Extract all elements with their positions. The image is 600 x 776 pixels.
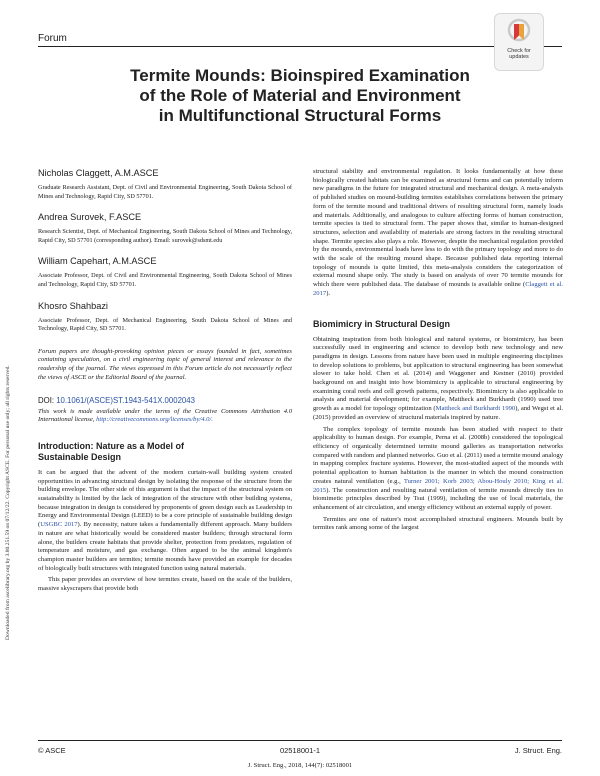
text-span: ). By necessity, nature takes a fundamentally different approach. Many builders in nature are what historically would be considered master builders; through structural form alone, the builders create habitats that provide shelter, protection from predators, regulation of temperature and moisture, and gas exchange. Often argued to be the animal kingdom's champion master builders are termites; termite mounds have provided an example for decades of biologically built structures with integrated function using natural materials.	[38, 521, 292, 572]
author-block	[38, 256, 292, 289]
license-text: This work is made available under the terms of the Creative Commons Attribution 4.0 International license,	[38, 407, 292, 424]
footer-copyright: © ASCE	[38, 746, 66, 755]
biomimicry-paragraph-1	[313, 336, 563, 423]
bookmark-icon	[507, 18, 531, 46]
citation-link[interactable]: Mattheck and Burkhardt 1990	[435, 405, 516, 413]
intro-paragraph-1	[38, 469, 292, 573]
doi-link[interactable]: 10.1061/(ASCE)ST.1943-541X.0002043	[56, 395, 195, 405]
text-span: It can be argued that the advent of the modern curtain-wall building system created opportunities in advancing structural design by isolating the response of the structure from the building envelope. The other side of this argument is that the impact of the structural system on sustainability is limited by the lack of integration of the structure with other building systems, because integration in design is considered by proponents of green design such as Leadership in Energy and Environmental Design (LEED) to be a core principle of sustainable building design (	[38, 468, 292, 529]
author-name: Khosro Shahbazi	[38, 300, 108, 311]
check-for-updates-badge[interactable]	[494, 13, 544, 71]
biomimicry-heading: Biomimicry in Structural Design	[313, 318, 451, 329]
doi-line	[38, 396, 292, 405]
citation-link[interactable]: USGBC 2017	[40, 521, 78, 529]
text-span: ), and Wegst et al. (2015) provided an overview of structural materials inspired by nature.	[313, 405, 563, 421]
right-column	[313, 168, 563, 533]
title-line-3: in Multifunctional Structural Forms	[158, 106, 442, 125]
intro-heading-line-2: Sustainable Design	[38, 451, 122, 462]
left-column	[38, 168, 292, 594]
text-span: ). The construction and resulting natural ventilation of termite mounds directly ties to biomimetic principles described by Tsui (1999), including the use of local materials, the enhancement of air circulation, and energy efficiency without an external supply of power.	[313, 486, 563, 511]
text-span: structural stability and environmental regulation. It looks fundamentally at how these biologically created habitats can be examined as structural forms and can potentially inform new paradigms in the future for integrated structural and mechanical design. A meta-analysis of published studies on mound-building termites establishes correlations between the primary form of the termite mound and traditional drivers of resulting structural form, namely loads and materials. Additionally, and analogous to culture affecting forms of human construction, termite species is tied to structural form. The paper shows that, similar to human-designed structures, selection and availability of materials are strong factors in the resulting structural shape. Termite species also plays a role. However, despite the mechanical regulation provided by the mounds, environmental loads have less to do with the primary topology and more to do with the scale of the resulting mound shape. Because published data reporting internal topology of mounds is quite limited, this meta-analysis considers the categorization of external mound shape only. The study is based on analysis of over 70 termite mounds for which there were published data. The database of mounds is available online (	[313, 168, 563, 289]
forum-note: Forum papers are thought-provoking opinion pieces or essays founded in fact, sometimes containing speculation, on a civil engineering topic of general interest and relevance to the readership of the journal. The views expressed in this Forum article do not necessarily reflect the views of ASCE or the Editorial Board of the journal.	[38, 347, 292, 381]
footer-page-id: 02518001-1	[279, 746, 321, 755]
author-affiliation: Associate Professor, Dept. of Mechanical Engineering, South Dakota School of Mines and Technology, Rapid City, SD 57701.	[38, 316, 292, 333]
author-affiliation: Associate Professor, Dept. of Civil and Environmental Engineering, South Dakota School of Mines and Technology, Rapid City, SD 57701.	[38, 272, 292, 288]
author-block	[38, 168, 292, 201]
license-link[interactable]: http://creativecommons.org/licenses/by/4.0/.	[96, 416, 213, 424]
citation-link[interactable]: Turner 2001; Korb 2003; Abou-Houly 2010; King et al. 2015	[313, 477, 563, 494]
footer-journal: J. Struct. Eng.	[514, 746, 562, 755]
title-line-2: of the Role of Material and Environment	[139, 86, 461, 105]
right-paragraph-1	[313, 168, 563, 299]
footer-citation: J. Struct. Eng., 2018, 144(7): 02518001	[247, 762, 353, 769]
text-span: The complex topology of termite mounds has been studied with respect to their applicability to human design. For example, Perna et al. (2008b) considered the topological efficiency of organically determined termite mound galleries as transportation networks compared with random and planned networks. Guo et al. (2011) used a termite mound analogy in mapping complex fracture systems. However, the most-studied aspect of the mounds with potential application to human habitation is the manner in which the mound construction creates natural ventilation (e.g.,	[313, 425, 563, 485]
footer-rule	[38, 740, 562, 741]
paper-title	[60, 66, 540, 126]
text-span: Obtaining inspiration from both biological and natural systems, or biomimicry, has been successfully used in engineering and science to develop both new technology and new paradigms in design. Lessons from nature have been used in multiple engineering disciplines to develop solutions to problems, but application to structural engineering has been somewhat slower to take hold. Chen et al. (2014) and Waggoner and Kestner (2010) provided background on and insight into how biomimicry is applicable to structural engineering by examining coral reefs and cell growth patterns, respectively. Biomimicry is also applicable to analysis and material development; for example, Mattheck and Burkhardt (1990) used tree growth as a model for topology optimization (	[313, 335, 563, 413]
author-block	[38, 212, 292, 245]
intro-heading	[38, 441, 292, 463]
author-name: William Capehart, A.M.ASCE	[38, 256, 157, 267]
badge-line-1: Check for	[507, 48, 531, 54]
biomimicry-paragraph-3: Termites are one of nature's most accomplished structural engineers. Mounds built by termites rank among some of the largest	[313, 515, 563, 532]
intro-heading-line-1: Introduction: Nature as a Model of	[38, 440, 185, 451]
header-rule	[38, 46, 562, 47]
download-notice: Downloaded from ascelibrary.org by 3.80.251.59 on 07/12/22. Copyright ASCE. For personal use only; all rights reserved.	[5, 365, 11, 640]
author-affiliation: Graduate Research Assistant, Dept. of Civil and Environmental Engineering, South Dakota School of Mines and Technology, Rapid City, SD 57701.	[38, 184, 292, 200]
author-name: Nicholas Claggett, A.M.ASCE	[38, 168, 159, 178]
text-span: ).	[326, 289, 331, 297]
title-line-1: Termite Mounds: Bioinspired Examination	[130, 66, 470, 85]
author-name: Andrea Surovek, F.ASCE	[38, 212, 142, 223]
citation-link[interactable]: Claggett et al. 2017	[313, 281, 563, 297]
license-note	[38, 408, 292, 425]
section-label: Forum	[38, 33, 67, 44]
intro-paragraph-2: This paper provides an overview of how termites create, based on the scale of the builders, massive skyscrapers that provide both	[38, 576, 292, 593]
author-block	[38, 301, 292, 334]
biomimicry-paragraph-2	[313, 426, 563, 513]
author-affiliation: Research Scientist, Dept. of Mechanical Engineering, South Dakota School of Mines and Technology, Rapid City, SD 57701 (corresponding author). Email: surovek@sdsmt.edu	[38, 228, 292, 244]
doi-label: DOI:	[38, 395, 57, 405]
badge-line-2: updates	[509, 54, 529, 60]
